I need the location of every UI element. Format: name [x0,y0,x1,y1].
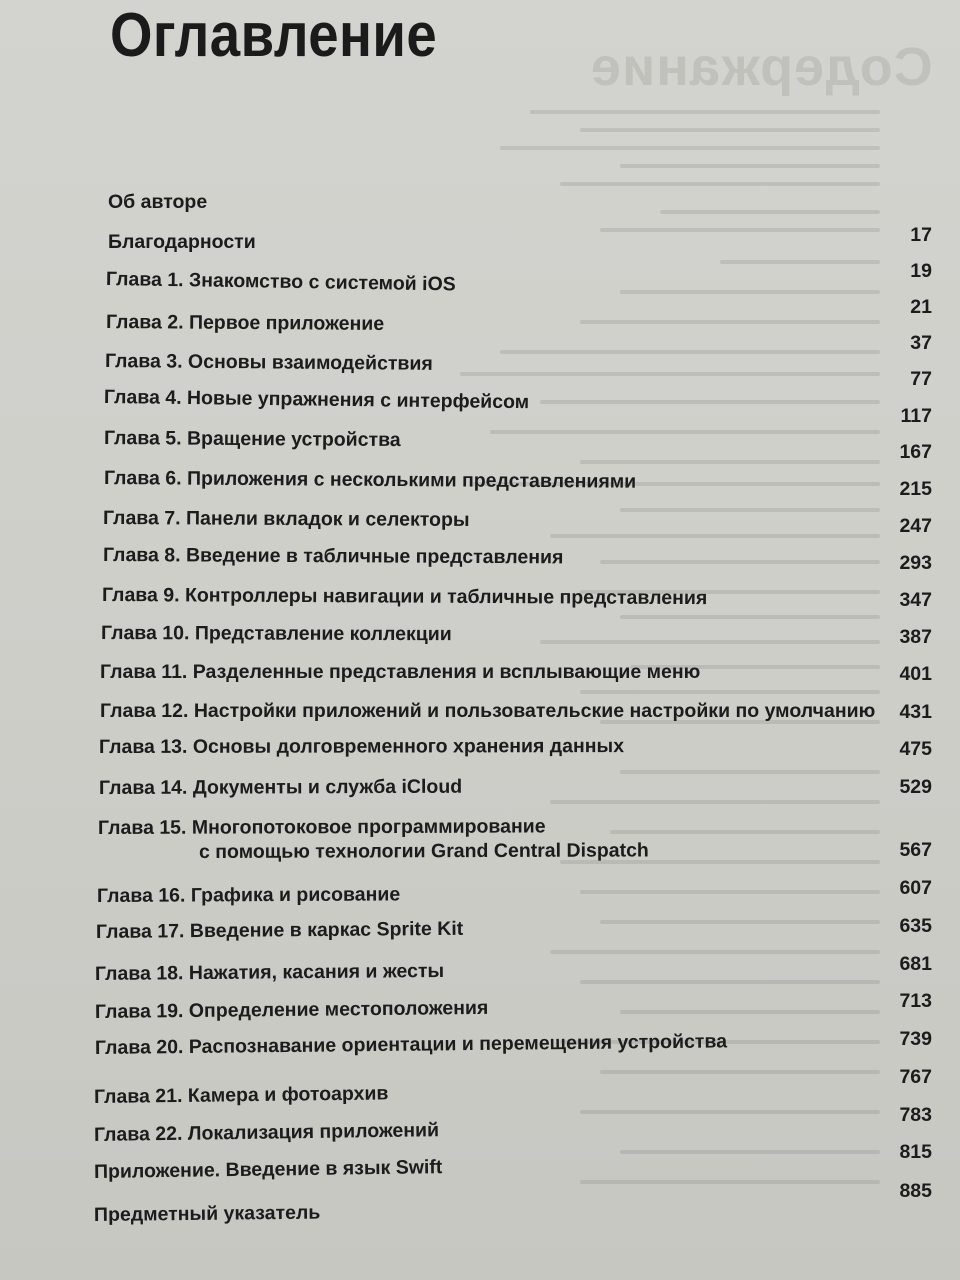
page-title: Оглавление [110,1,438,70]
page-number: 17 [910,224,932,246]
page-number: 885 [899,1180,932,1202]
page-number: 347 [899,589,932,611]
page-number: 567 [899,839,932,861]
page-number: 387 [899,626,932,648]
page-number: 635 [899,915,932,937]
toc-entry-about-author: Об авторе [108,191,208,213]
page-number: 607 [899,877,932,899]
page-number: 681 [899,953,932,975]
toc-entry-index: Предметный указатель [93,1201,321,1226]
toc-entry-chapter-21: Глава 21. Камера и фотоархив [93,1082,389,1108]
toc-entry-chapter-12: Глава 12. Настройки приложений и пользовательские настройки по умолчанию [100,700,876,722]
toc-entry-chapter-10: Глава 10. Представление коллекции [100,622,452,646]
page-number: 77 [910,368,932,390]
toc-entry-chapter-20: Глава 20. Распознавание ориентации и перемещения устройства [94,1030,728,1059]
toc-entry-chapter-8: Глава 8. Введение в табличные представления [102,544,564,569]
page-number: 21 [910,296,932,318]
page-number: 783 [899,1104,932,1126]
page-number: 767 [899,1066,932,1088]
page-number: 167 [899,441,932,463]
toc-entry-chapter-15: Глава 15. Многопотоковое программирование [97,815,546,839]
page-number: 293 [899,552,932,574]
toc-entry-chapter-4: Глава 4. Новые упражнения с интерфейсом [103,386,530,414]
toc-entry-chapter-18: Глава 18. Нажатия, касания и жесты [94,959,445,985]
toc-entry-chapter-5: Глава 5. Вращение устройства [103,427,401,452]
toc-entry-chapter-16: Глава 16. Графика и рисование [96,883,401,907]
toc-entry-chapter-11: Глава 11. Разделенные представления и всплывающие меню [100,661,701,683]
page-number: 739 [899,1028,932,1050]
page-number: 19 [910,260,932,282]
toc-entry-chapter-19: Глава 19. Определение местоположения [94,996,489,1023]
toc-entry-chapter-2: Глава 2. Первое приложение [105,311,385,335]
page-number: 529 [899,776,932,798]
toc-entry-acknowledgements: Благодарности [108,231,256,253]
page-number: 117 [900,405,932,427]
toc-entry-chapter-14: Глава 14. Документы и служба iCloud [98,775,463,799]
page-number: 37 [910,332,932,354]
page-number: 475 [899,738,932,760]
toc-entry-chapter-15-continued: с помощью технологии Grand Central Dispatch [198,839,649,863]
toc-entry-chapter-22: Глава 22. Локализация приложений [93,1119,440,1146]
bleed-through-heading: Содержание [590,37,933,97]
toc-entry-chapter-17: Глава 17. Введение в каркас Sprite Kit [95,917,464,943]
toc-entry-chapter-7: Глава 7. Панели вкладок и селекторы [102,507,470,531]
toc-entry-chapter-9: Глава 9. Контроллеры навигации и табличные представления [101,584,708,610]
toc-entry-chapter-13: Глава 13. Основы долговременного хранения данных [98,735,625,758]
page-number: 815 [899,1141,932,1163]
page-number: 215 [899,478,932,500]
page-number: 431 [899,701,932,723]
page-number: 247 [899,515,932,537]
toc-entry-appendix: Приложение. Введение в язык Swift [93,1156,443,1183]
page-number: 401 [899,663,932,685]
toc-entry-chapter-1: Глава 1. Знакомство с системой iOS [105,268,456,296]
toc-entry-chapter-6: Глава 6. Приложения с несколькими представлениями [103,467,637,493]
page-number: 713 [899,990,932,1012]
toc-entry-chapter-3: Глава 3. Основы взаимодействия [104,350,433,375]
